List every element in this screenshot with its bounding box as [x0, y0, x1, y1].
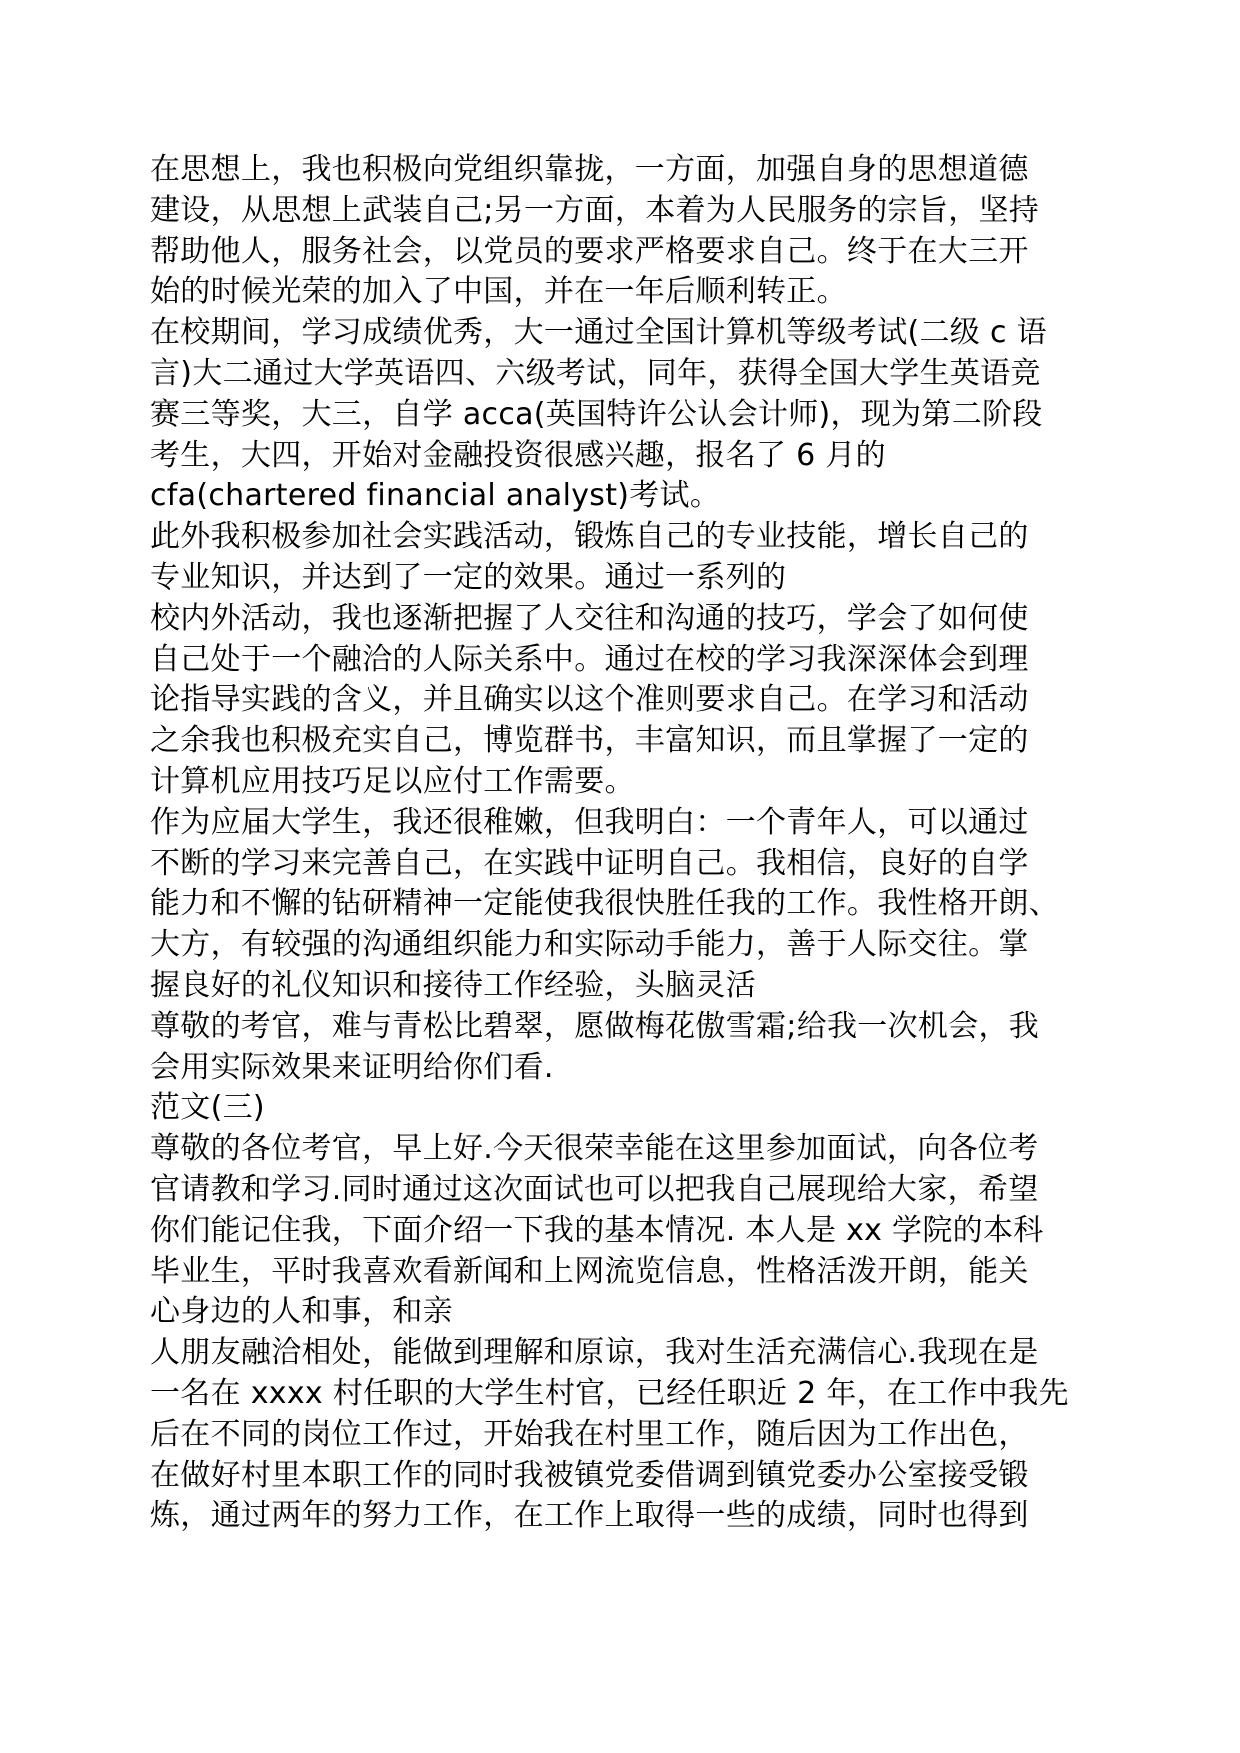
- text-line: 帮助他人，服务社会，以党员的要求严格要求自己。终于在大三开: [150, 233, 1029, 269]
- text-line: 尊敬的考官，难与青松比碧翠，愿做梅花傲雪霜;给我一次机会，我: [150, 1008, 1040, 1044]
- text-line: 会用实际效果来证明给你们看.: [150, 1049, 554, 1085]
- text-line: 专业知识，并达到了一定的效果。通过一系列的: [150, 559, 787, 595]
- text-line: cfa(chartered financial analyst)考试。: [150, 478, 721, 514]
- text-line: 建设，从思想上武装自己;另一方面，本着为人民服务的宗旨，坚持: [150, 192, 1040, 228]
- text-line: 此外我积极参加社会实践活动，锻炼自己的专业技能，增长自己的: [150, 519, 1029, 555]
- text-line: 不断的学习来完善自己，在实践中证明自己。我相信，良好的自学: [150, 845, 1029, 881]
- text-line: 计算机应用技巧足以应付工作需要。: [150, 763, 635, 799]
- text-line: 赛三等奖，大三，自学 acca(英国特许公认会计师)，现为第二阶段: [150, 396, 1043, 432]
- text-line: 炼，通过两年的努力工作，在工作上取得一些的成绩，同时也得到: [150, 1498, 1029, 1534]
- text-line: 始的时候光荣的加入了中国，并在一年后顺利转正。: [150, 274, 847, 310]
- text-line: 能力和不懈的钻研精神一定能使我很快胜任我的工作。我性格开朗、: [150, 886, 1059, 922]
- text-line: 考生，大四，开始对金融投资很感兴趣，报名了 6 月的: [150, 437, 886, 473]
- document-body: [150, 150, 1130, 1537]
- text-line: 论指导实践的含义，并且确实以这个准则要求自己。在学习和活动: [150, 682, 1029, 718]
- text-line: 言)大二通过大学英语四、六级考试，同年，获得全国大学生英语竞: [150, 355, 1041, 391]
- text-line: 一名在 xxxx 村任职的大学生村官，已经任职近 2 年，在工作中我先: [150, 1375, 1069, 1411]
- text-line: 大方，有较强的沟通组织能力和实际动手能力，善于人际交往。掌: [150, 927, 1029, 963]
- text-line: 握良好的礼仪知识和接待工作经验，头脑灵活: [150, 967, 756, 1003]
- text-line: 人朋友融洽相处，能做到理解和原谅，我对生活充满信心.我现在是: [150, 1335, 1039, 1371]
- text-line: 心身边的人和事，和亲: [150, 1294, 453, 1330]
- text-line: 在思想上，我也积极向党组织靠拢，一方面，加强自身的思想道德: [150, 152, 1029, 187]
- text-line: 校内外活动，我也逐渐把握了人交往和沟通的技巧，学会了如何使: [150, 600, 1029, 636]
- text-line: 你们能记住我，下面介绍一下我的基本情况. 本人是 xx 学院的本科: [150, 1212, 1044, 1248]
- text-line: 尊敬的各位考官，早上好.今天很荣幸能在这里参加面试，向各位考: [150, 1131, 1039, 1167]
- text-line: 官请教和学习.同时通过这次面试也可以把我自己展现给大家，希望: [150, 1171, 1039, 1207]
- text-line: 之余我也积极充实自己，博览群书，丰富知识，而且掌握了一定的: [150, 723, 1029, 759]
- section-heading: 范文(三): [150, 1090, 265, 1126]
- text-line: 在校期间，学习成绩优秀，大一通过全国计算机等级考试(二级 c 语: [150, 315, 1047, 351]
- text-line: 后在不同的岗位工作过，开始我在村里工作，随后因为工作出色，: [150, 1416, 1029, 1452]
- text-line: 毕业生，平时我喜欢看新闻和上网流览信息，性格活泼开朗，能关: [150, 1253, 1029, 1289]
- text-line: 在做好村里本职工作的同时我被镇党委借调到镇党委办公室接受锻: [150, 1457, 1029, 1493]
- text-line: 作为应届大学生，我还很稚嫩，但我明白：一个青年人，可以通过: [150, 804, 1029, 840]
- text-line: 自己处于一个融洽的人际关系中。通过在校的学习我深深体会到理: [150, 641, 1029, 677]
